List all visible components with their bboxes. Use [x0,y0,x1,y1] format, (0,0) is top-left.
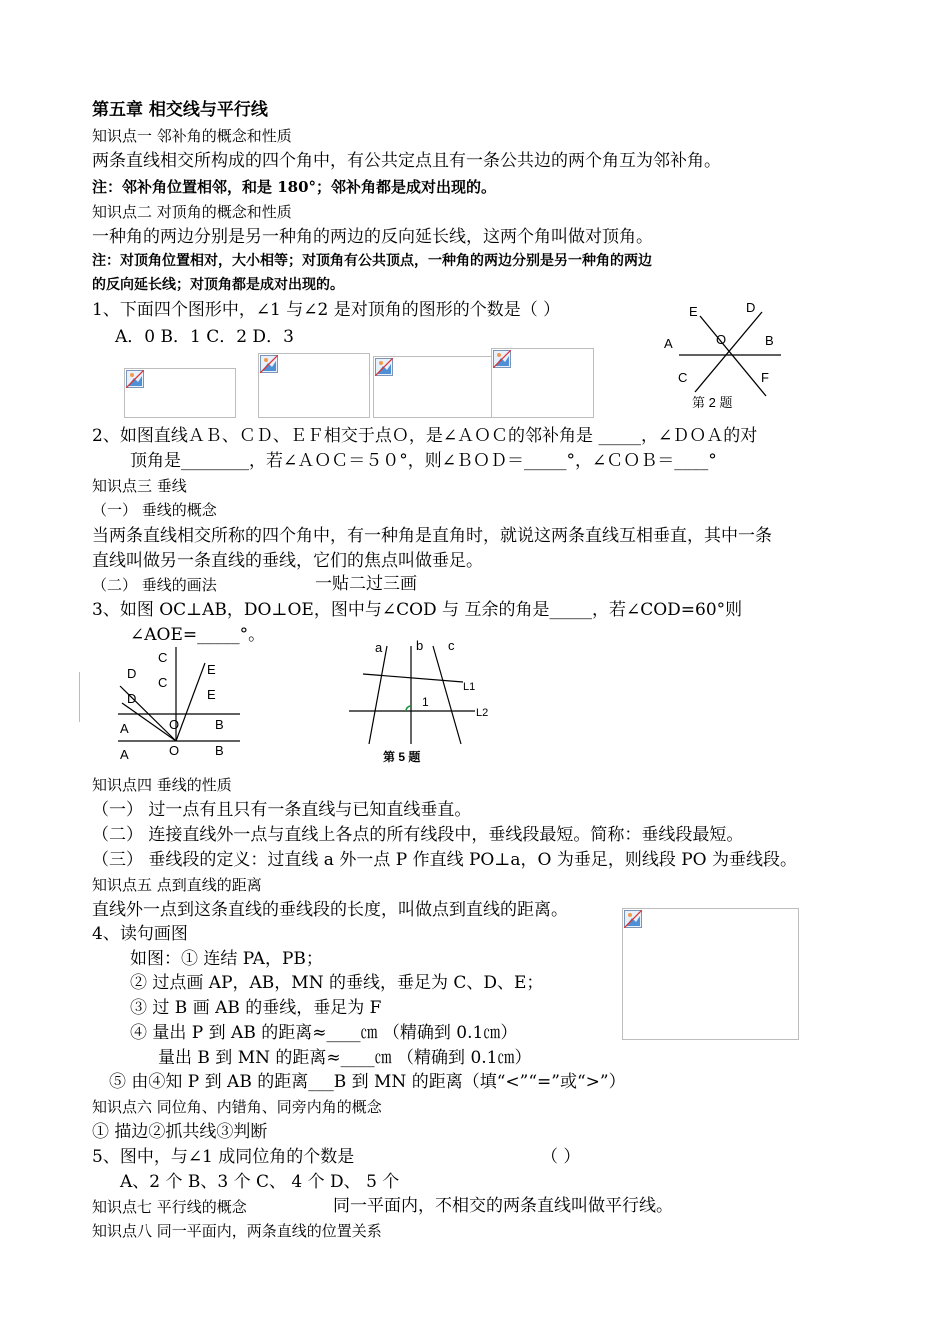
label-e: E [207,662,216,677]
kp2-note-line2: 的反向延长线；对顶角都是成对出现的。 [92,277,344,293]
kp5-heading: 知识点五 点到直线的距离 [92,876,262,894]
q2-line2: 顶角是________，若∠ＡＯＣ＝５０°，则∠ＢＯＤ＝_____°，∠ＣＯＢ＝____° [130,451,717,471]
q4-step-4b: 量出 B 到 MN 的距离≈____㎝ （精确到 0.1㎝） [158,1048,532,1068]
q4-step-5: ⑤ 由④知 P 到 AB 的距离___B 到 MN 的距离（填“<”“=”或“>”） [109,1072,626,1092]
kp2-note-line1: 注：对顶角位置相对，大小相等；对顶角有公共顶点，一种角的两边分别是另一种角的两边 [92,253,652,269]
q1-options: A．0 B．1 C．2 D．3 [115,327,294,347]
label-c: C [158,650,168,665]
q1-figure-3-image [373,356,492,418]
q2-line1: 2、如图直线ＡＢ、ＣＤ、ＥＦ相交于点Ｏ，是∠ＡＯＣ的邻补角是 _____，∠ＤＯＡ的对 [92,426,758,446]
line-od-2 [122,703,176,741]
broken-image-icon [493,350,511,368]
label-b-2: B [215,743,224,758]
label-o: O [716,332,727,347]
q5-text: 5、图中，与∠1 成同位角的个数是 [92,1147,355,1167]
q4-step-1: 如图：① 连结 PA，PB； [130,949,323,969]
margin-mark [79,672,80,722]
q4-step-2: ② 过点画 AP，AB，MN 的垂线，垂足为 C、D、E； [130,973,544,993]
line-l1 [363,674,463,682]
broken-image-icon [624,910,642,928]
kp6-heading: 知识点六 同位角、内错角、同旁内角的概念 [92,1098,382,1116]
line-c [433,646,461,744]
kp3-sub2: （二） 垂线的画法 [92,576,217,594]
broken-image-icon [126,370,144,388]
line-oe [176,663,205,741]
kp4-property-3: （三） 垂线段的定义：过直线 a 外一点 P 作直线 PO⊥a，O 为垂足，则线段 PO 为垂线段。 [92,850,798,870]
label-d: D [746,300,756,315]
label-f: F [761,370,769,385]
kp3-def-line1: 当两条直线相交所称的四个角中，有一种角是直角时，就说这两条直线互相垂直，其中一条 [92,526,772,546]
label-e-2: E [207,687,216,702]
label-a: A [120,721,129,736]
line-cd [695,312,762,392]
kp4-heading: 知识点四 垂线的性质 [92,776,232,794]
label-c: c [448,638,455,653]
q3-line1: 3、如图 OC⊥AB，DO⊥OE，图中与∠COD 与 互余的角是_____，若∠COD=60°则 [92,600,743,620]
q1-figure-1-image [124,368,236,418]
label-l2: L2 [476,707,489,719]
angle-1-arc [406,706,411,711]
label-d: D [127,666,137,681]
kp5-definition: 直线外一点到这条直线的垂线段的长度，叫做点到直线的距离。 [92,900,568,920]
kp3-sub2-method: 一贴二过三画 [315,574,417,594]
kp1-note: 注：邻补角位置相邻，和是 180°；邻补角都是成对出现的。 [92,178,497,196]
broken-image-icon [260,355,278,373]
kp3-def-line2: 直线叫做另一条直线的垂线，它们的焦点叫做垂足。 [92,551,483,571]
chapter-title: 第五章 相交线与平行线 [92,100,268,120]
label-b: B [215,717,224,732]
kp4-property-1: （一） 过一点有且只有一条直线与已知直线垂直。 [92,800,472,820]
kp8-heading: 知识点八 同一平面内，两条直线的位置关系 [92,1222,382,1240]
line-a [369,646,387,744]
label-angle-1: 1 [422,695,429,709]
label-b: B [765,333,774,348]
label-o-2: O [169,743,180,758]
kp7-heading: 知识点七 平行线的概念 [92,1198,247,1216]
kp2-heading: 知识点二 对顶角的概念和性质 [92,203,292,221]
figure-q2 [655,298,805,416]
label-o: O [169,717,180,732]
label-a: A [664,336,673,351]
line-ef [700,316,766,396]
broken-image-icon [375,358,393,376]
q1-figure-4-image [491,348,594,418]
q1-figure-2-image [258,353,370,418]
kp3-sub1: （一） 垂线的概念 [92,501,217,519]
label-a: a [375,640,383,655]
figure-q5-caption: 第 5 题 [383,750,421,764]
q1-text: 1、下面四个图形中，∠1 与∠2 是对顶角的图形的个数是（ ） [92,300,561,320]
label-d-2: D [127,691,137,706]
q5-options: A、2 个 B、3 个 C、 4 个 D、 5 个 [120,1172,400,1192]
q4-step-4: ④ 量出 P 到 AB 的距离≈____㎝ （精确到 0.1㎝） [130,1023,518,1043]
label-l1: L1 [463,681,476,693]
label-c: C [678,370,688,385]
label-e: E [689,304,698,319]
kp1-definition: 两条直线相交所构成的四个角中，有公共定点且有一条公共边的两个角互为邻补角。 [92,151,721,171]
figure-q2-caption: 第 2 题 [692,395,733,410]
figure-q5 [345,636,495,768]
kp4-property-2: （二） 连接直线外一点与直线上各点的所有线段中，垂线段最短。简称：垂线段最短。 [92,825,744,845]
figure-q3 [112,645,247,765]
label-a-2: A [120,747,129,762]
kp3-heading: 知识点三 垂线 [92,477,187,495]
label-c-2: C [158,675,168,690]
kp2-definition: 一种角的两边分别是另一种角的两边的反向延长线，这两个角叫做对顶角。 [92,227,653,247]
q4-figure-image [622,908,799,1040]
label-b: b [416,638,424,653]
kp6-steps: ① 描边②抓共线③判断 [92,1122,268,1142]
q3-line2: ∠AOE=_____°。 [130,625,266,645]
q4-step-3: ③ 过 B 画 AB 的垂线，垂足为 F [130,998,382,1018]
kp7-definition: 同一平面内，不相交的两条直线叫做平行线。 [333,1196,673,1216]
kp1-heading: 知识点一 邻补角的概念和性质 [92,127,292,145]
q5-answer-paren: （ ） [541,1147,581,1167]
q4-title: 4、读句画图 [92,924,188,944]
